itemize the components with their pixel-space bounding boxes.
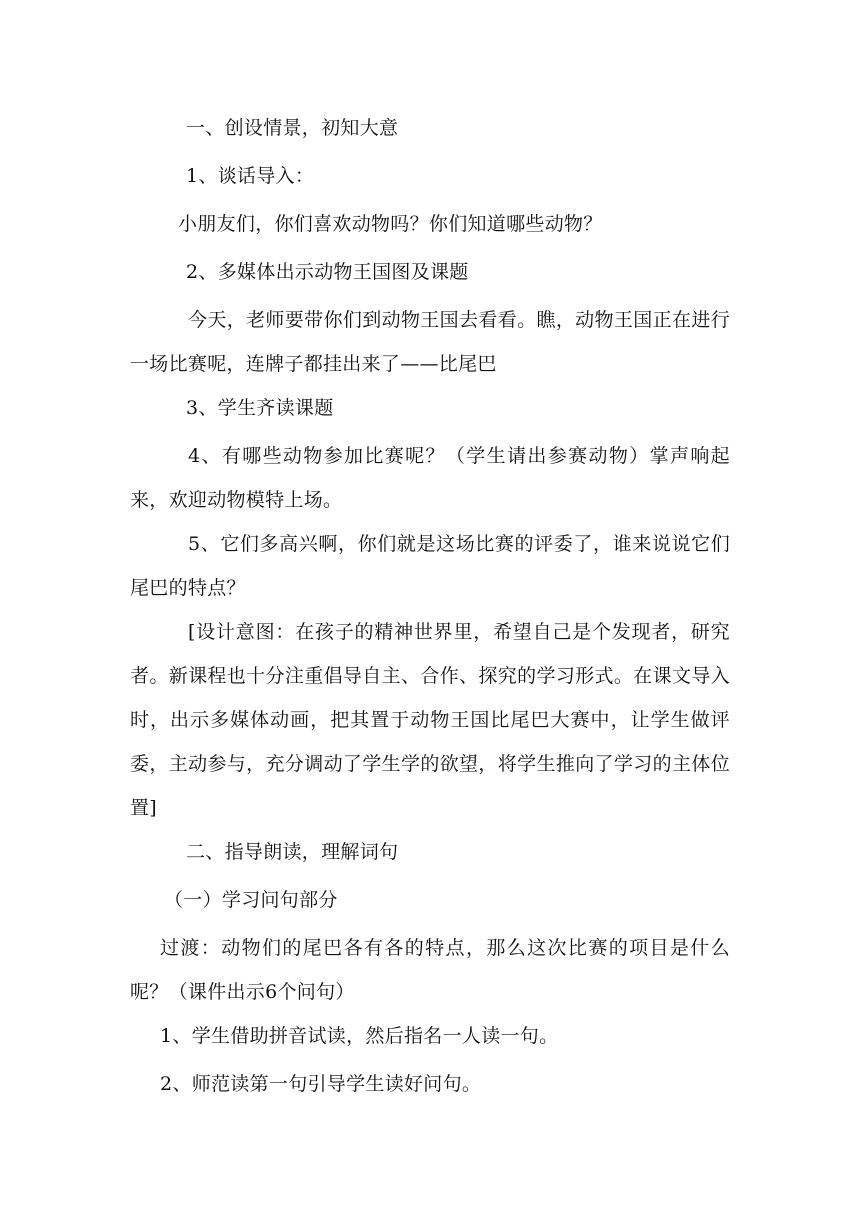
design-intent-paragraph: [设计意图：在孩子的精神世界里，希望自己是个发现者，研究者。新课程也十分注重倡导自主、合作、探究的学习形式。在课文导入时，出示多媒体动画，把其置于动物王国比尾巴大赛中，让学生做评委，主动参与，充分调动了学生学的欲望，将学生推向了学习的主体位置]: [130, 621, 730, 819]
intro-question: 小朋友们，你们喜欢动物吗？你们知道哪些动物？: [178, 213, 603, 235]
step-2-reading: 2、师范读第一句引导学生读好问句。: [160, 1073, 482, 1095]
teacher-intro-paragraph: 今天，老师要带你们到动物王国去看看。瞧，动物王国正在进行一场比赛呢，连牌子都挂出来了——比尾巴: [130, 309, 730, 375]
section-heading-2: 二、指导朗读，理解词句: [186, 841, 399, 863]
step-4-paragraph: 4、有哪些动物参加比赛呢？（学生请出参赛动物）掌声响起来，欢迎动物模特上场。: [130, 445, 730, 511]
document-body: [130, 106, 730, 1110]
step-3-heading: 3、学生齐读课题: [186, 397, 334, 419]
step-5-paragraph: 5、它们多高兴啊，你们就是这场比赛的评委了，谁来说说它们尾巴的特点？: [130, 533, 730, 599]
subsection-heading-1: （一）学习问句部分: [164, 889, 338, 911]
step-1-reading: 1、学生借助拼音试读，然后指名一人读一句。: [160, 1025, 559, 1047]
step-2-heading: 2、多媒体出示动物王国图及课题: [186, 261, 469, 283]
step-1-heading: 1、谈话导入：: [186, 165, 315, 187]
section-heading-1: 一、创设情景，初知大意: [186, 117, 399, 139]
transition-paragraph: 过渡：动物们的尾巴各有各的特点，那么这次比赛的项目是什么呢？（课件出示6个问句）: [130, 937, 730, 1003]
